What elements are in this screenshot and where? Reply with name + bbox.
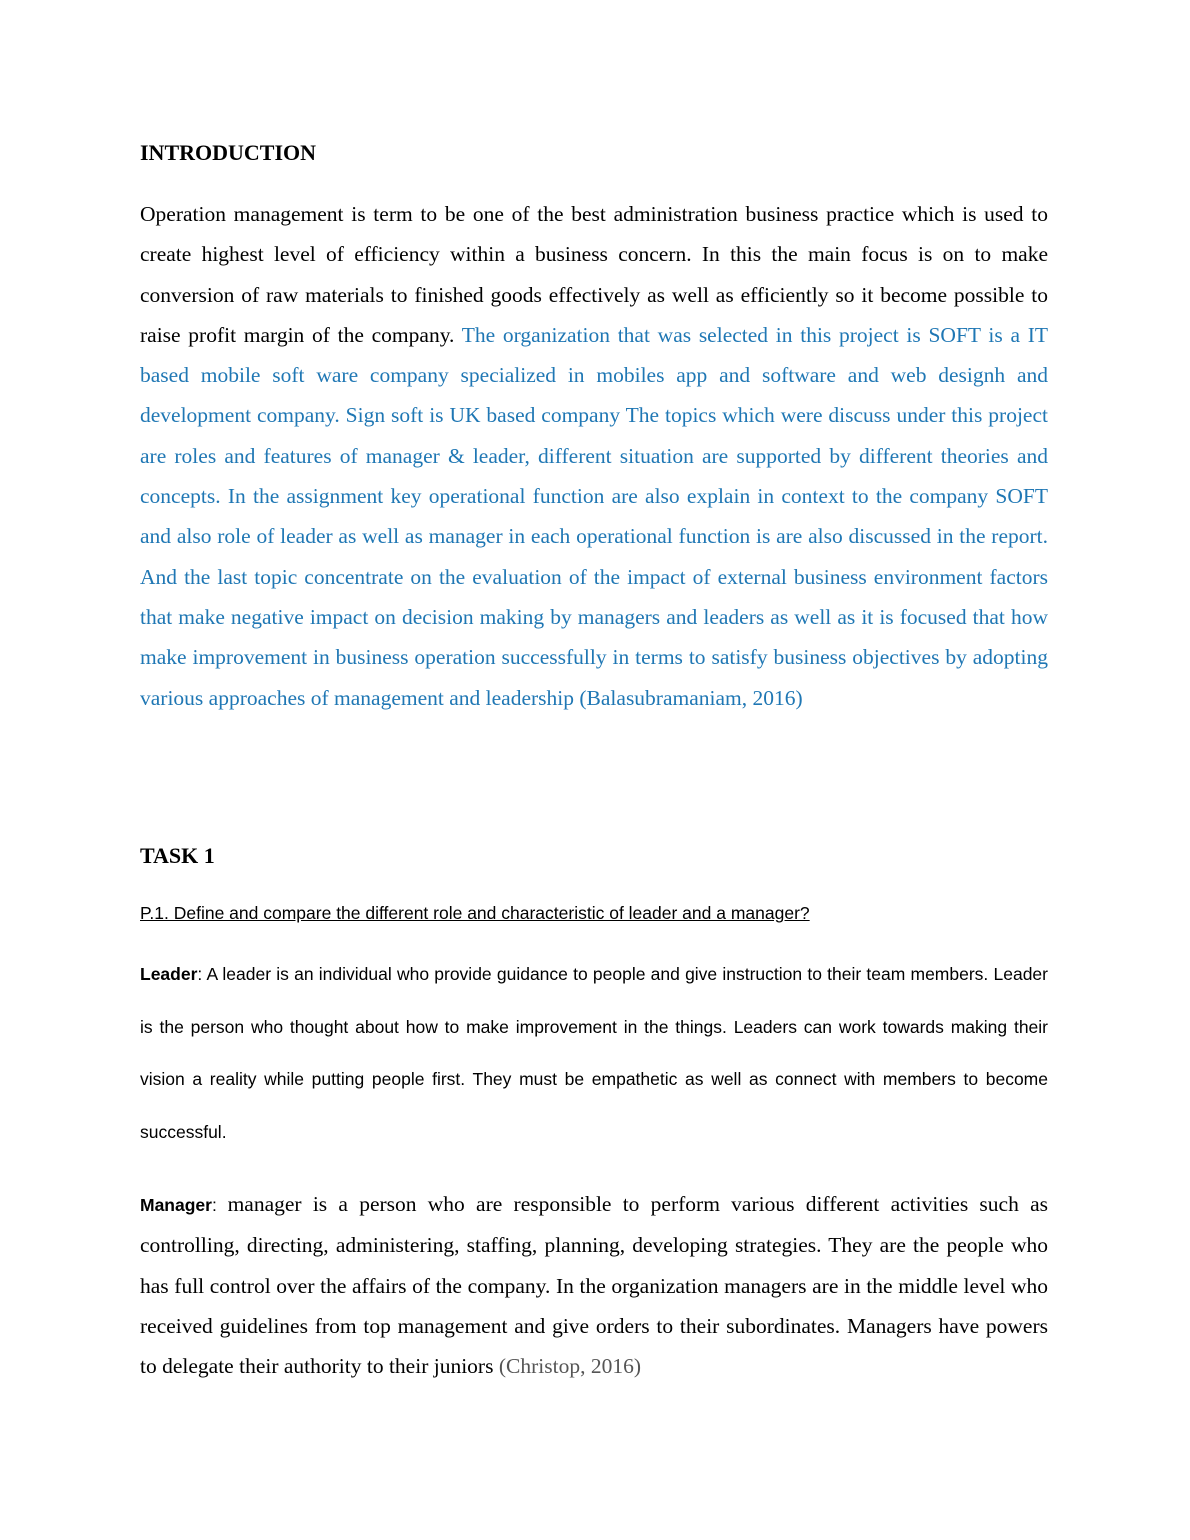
introduction-paragraph — [140, 194, 1048, 718]
task1-question: P.1. Define and compare the different role and characteristic of leader and a manager? — [140, 903, 810, 923]
manager-citation: (Christop, 2016) — [498, 1354, 641, 1379]
manager-definition: manager is a person who are responsible to perform various different activities such as controlling, directing, administering, staffing, planning, developing strategies. They are the people who has full control over the affairs of the company. In the organization managers are in the middle level who received guidelines from top management and give orders to their subordinates. Managers have powers to delegate their authority to their juniors — [140, 1192, 1048, 1379]
leader-paragraph — [140, 948, 1048, 1158]
task1-heading: TASK 1 — [140, 843, 215, 868]
manager-paragraph — [140, 1184, 1048, 1386]
leader-separator: : — [197, 964, 207, 984]
leader-term: Leader — [140, 964, 198, 984]
leader-definition: A leader is an individual who provide guidance to people and give instruction to their team members. Leader is the person who thought about how to make improvement in the things. Leaders can work towards making their vision a reality while putting people first. They must be empathetic as well as connect with members to become successful. — [140, 964, 1048, 1142]
manager-separator: : — [211, 1195, 228, 1215]
manager-term: Manager — [140, 1195, 212, 1215]
introduction-text: Operation management is term to be one of the best administration business practice which is used to create highest level of efficiency within a business concern. In this the main focus is on to make conversion of raw materials to finished goods effectively as well as efficiently so it become possible to raise profit margin of the company. — [140, 202, 1048, 347]
introduction-heading: INTRODUCTION — [140, 140, 317, 165]
introduction-text-highlighted: The organization that was selected in this project is SOFT is a IT based mobile soft ware company specialized in mobiles app and software and web designh and development company. Sign soft is UK based company The topics which were discuss under this project are roles and features of manager & leader, different situation are supported by different theories and concepts. In the assignment key operational function are also explain in context to the company SOFT and also role of leader as well as manager in each operational function is are also discussed in the report. And the last topic concentrate on the evaluation of the impact of external business environment factors that make negative impact on decision making by managers and leaders as well as it is focused that how make improvement in business operation successfully in terms to satisfy business objectives by adopting various approaches of management and leadership (Balasubramaniam, 2016) — [140, 322, 1048, 710]
